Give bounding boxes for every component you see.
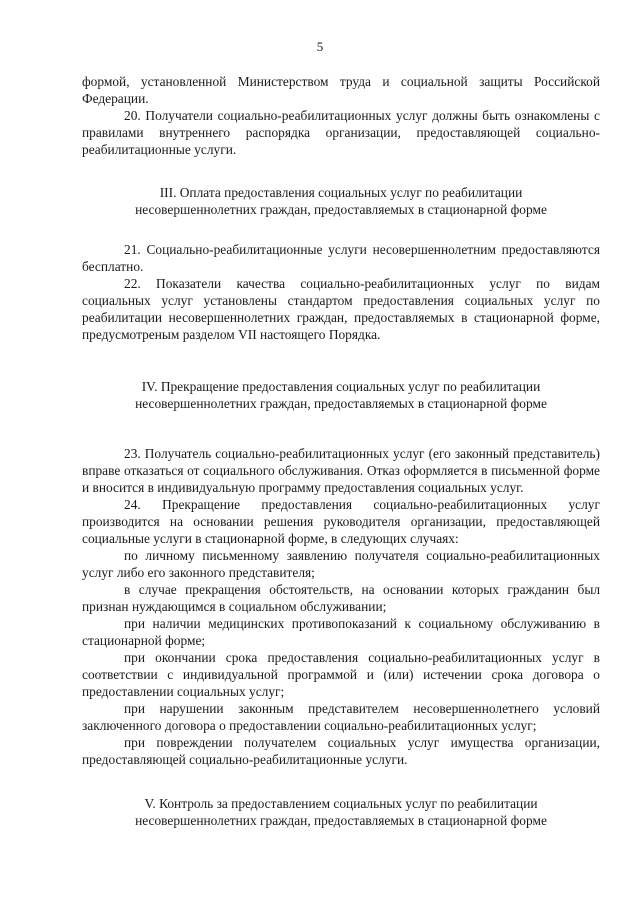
- case-item-5: при нарушении законным представителем несовершеннолетнего условий заключенного договора о предоставлении социально-реабилитационных услуг;: [82, 701, 600, 733]
- case-item-3: при наличии медицинских противопоказаний к социальному обслуживанию в стационарной форме;: [82, 616, 600, 648]
- page-number: 5: [316, 39, 324, 54]
- paragraph-21: 21. Социально-реабилитационные услуги несовершеннолетним предоставляются бесплатно.: [82, 242, 600, 274]
- case-item-6: при повреждении получателем социальных услуг имущества организации, предоставляющей социально-реабилитационные услуги.: [82, 735, 600, 767]
- section-heading-5-line1: V. Контроль за предоставлением социальных услуг по реабилитации: [144, 796, 538, 811]
- document-body: [82, 73, 600, 829]
- section-heading-3-line2: несовершеннолетних граждан, предоставляемых в стационарной форме: [135, 202, 547, 217]
- section-heading-5: [76, 795, 606, 829]
- paragraph-22: 22. Показатели качества социально-реабилитационных услуг по видам социальных услуг установлены стандартом предоставления социальных услуг по реабилитации несовершеннолетних граждан, предоставляемых в стационарной форме, предусмотреным разделом VII настоящего Порядка.: [82, 276, 600, 342]
- case-item-2: в случае прекращения обстоятельств, на основании которых гражданин был признан нуждающимся в социальном обслуживании;: [82, 582, 600, 614]
- case-item-4: при окончании срока предоставления социально-реабилитационных услуг в соответствии с индивидуальной программой и (или) истечении срока договора о предоставлении социальных услуг;: [82, 650, 600, 699]
- section-heading-4-line2: несовершеннолетних граждан, предоставляемых в стационарной форме: [135, 396, 547, 411]
- paragraph-23: 23. Получатель социально-реабилитационных услуг (его законный представитель) вправе отказаться от социального обслуживания. Отказ оформляется в письменной форме и вносится в индивидуальную программу предоставления социальных услуг.: [82, 446, 600, 495]
- paragraph-20: 20. Получатели социально-реабилитационных услуг должны быть ознакомлены с правилами внутреннего распорядка организации, предоставляющей социально-реабилитационные услуги.: [82, 108, 600, 157]
- section-heading-4: [76, 378, 606, 412]
- paragraph-continuation: формой, установленной Министерством труда и социальной защиты Российской Федерации.: [82, 74, 600, 106]
- section-heading-3: [76, 184, 606, 218]
- section-heading-5-line2: несовершеннолетних граждан, предоставляемых в стационарной форме: [135, 813, 547, 828]
- section-heading-4-line1: IV. Прекращение предоставления социальных услуг по реабилитации: [141, 379, 541, 394]
- section-heading-3-line1: III. Оплата предоставления социальных услуг по реабилитации: [159, 185, 523, 200]
- paragraph-24: 24. Прекращение предоставления социально-реабилитационных услуг производится на основании решения руководителя организации, предоставляющей социальные услуги в стационарной форме, в следующих случаях:: [82, 497, 600, 546]
- case-item-1: по личному письменному заявлению получателя социально-реабилитационных услуг либо его законного представителя;: [82, 548, 600, 580]
